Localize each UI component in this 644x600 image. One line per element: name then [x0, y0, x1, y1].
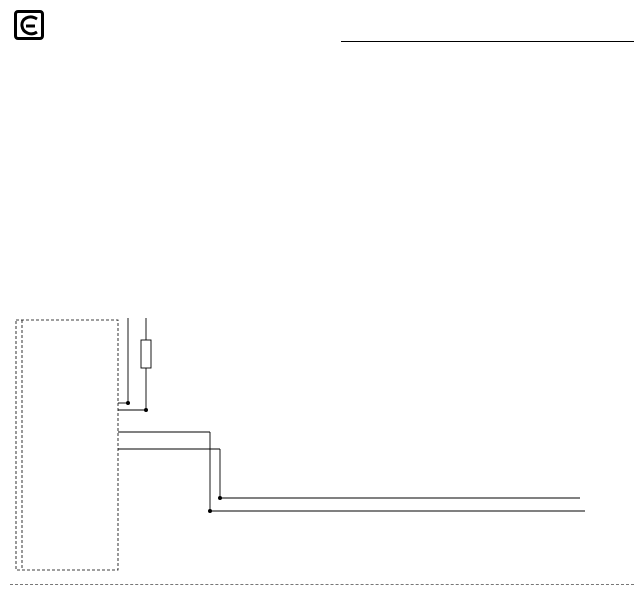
connector-outline	[16, 320, 118, 570]
footer-rule	[10, 584, 634, 585]
wiring-diagram	[10, 298, 640, 578]
header-rule	[341, 41, 634, 42]
header	[14, 8, 634, 48]
fuse-icon	[141, 340, 151, 368]
logo-icon	[14, 10, 44, 40]
